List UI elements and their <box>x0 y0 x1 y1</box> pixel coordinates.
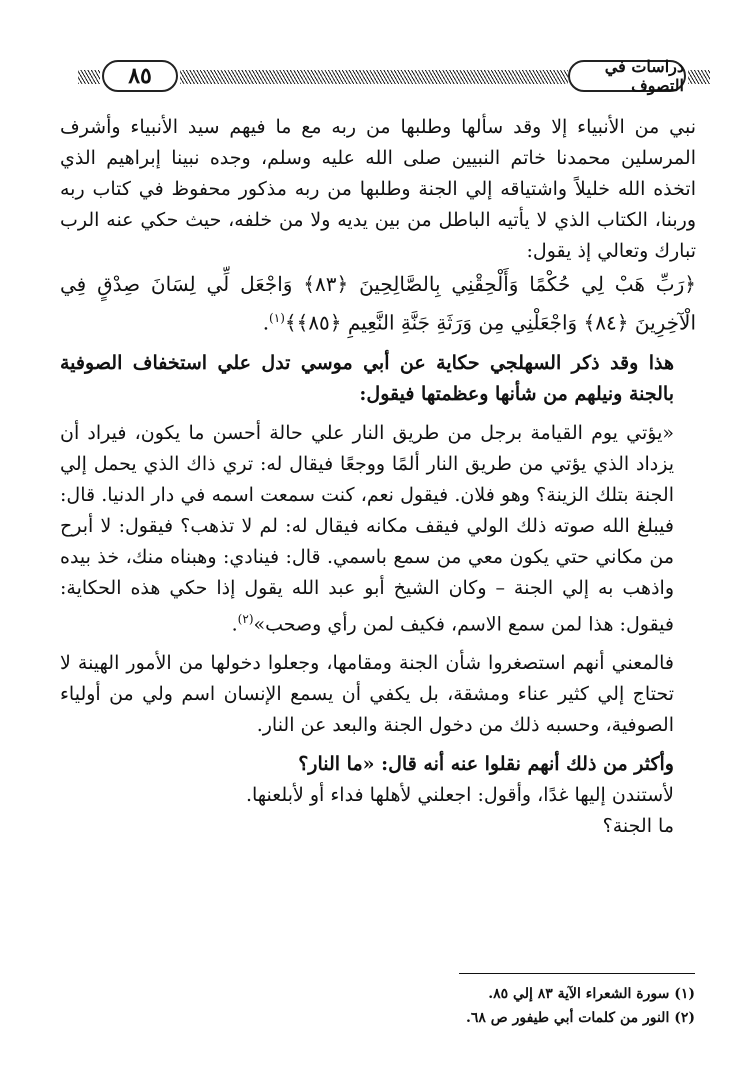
page-header <box>78 58 710 98</box>
header-ornament-right <box>688 70 710 84</box>
paragraph-4: فالمعني أنهم استصغروا شأن الجنة ومقامها، وجعلوا دخولها من الأمور الهينة لا تحتاج إلي كثير عناء ومشقة، بل يكفي أن يسمع الإنسان اسم ولي من أولياء الصوفية، وحسبه ذلك من دخول الجنة والبعد عن النار. <box>60 651 674 736</box>
footnote-2: (٢) النور من كلمات أبي طيفور ص ٦٨. <box>465 1010 695 1026</box>
footnotes <box>235 982 695 1030</box>
footnote-1: (١) سورة الشعراء الآية ٨٣ إلي ٨٥. <box>488 986 695 1002</box>
footnote-ref-1: (١) <box>269 311 285 325</box>
page-number: ٨٥ <box>102 60 178 92</box>
footnote-ref-2: (٢) <box>237 611 254 626</box>
header-ornament-left <box>78 70 100 84</box>
quotation-paragraph: «يؤتي يوم القيامة برجل من طريق النار علي حالة أحسن ما يكون، فيراد أن يزداد الذي يؤتي من طريق النار ألمًا ووجعًا فيقال له: تري ذاك الذي يحمل إلي الجنة بتلك الزينة؟ وهو فلان. فيقول نعم، كنت سمعت اسمه في دار الدنيا. قال: فيبلغ الله صوته ذلك الولي فيقف مكانه فيقال له: لم لا تذهب؟ فيقول: لا أبرح من مكاني حتي يكون معي من سمع باسمي. قال: فينادي: وهبناه منك، خذ بيده واذهب به إلي الجنة – وكان الشيخ أبو عبد الله يقول إذا حكي هذه الحكاية: فيقول: هذا لمن سمع الاسم، فكيف لمن رأي وصحب»$^{(٢)}$. <box>60 421 674 635</box>
paragraph-6: لأستندن إليها غدًا، وأقول: اجعلني لأهلها فداء أو لأبلعنها. <box>245 783 674 806</box>
quotation-text: «يؤتي يوم القيامة برجل من طريق النار علي حالة أحسن ما يكون، فيراد أن يزداد الذي يؤتي من طريق النار ألمًا ووجعًا فيقال له: تري ذاك الذي يحمل إلي الجنة بتلك الزينة؟ وهو فلان. فيقول نعم، كنت سمعت اسمه في دار الدنيا. قال: فيبلغ الله صوته ذلك الولي فيقف مكانه فيقال له: لم لا تذهب؟ فيقول: لا أبرح من مكاني حتي يكون معي من سمع باسمي. قال: فينادي: وهبناه منك، خذ بيده واذهب به إلي الجنة – وكان الشيخ أبو عبد الله يقول إذا حكي هذه الحكاية: فيقول: هذا لمن سمع الاسم، فكيف لمن رأي وصحب» <box>60 421 674 635</box>
page-body <box>60 112 696 842</box>
quran-text: ﴿رَبِّ هَبْ لِي حُكْمًا وَأَلْحِقْنِي بِالصَّالِحِينَ ﴿٨٣﴾ وَاجْعَل لِّي لِسَانَ صِدْقٍ فِي الْآخِرِينَ ﴿٨٤﴾ وَاجْعَلْنِي مِن وَرَثَةِ جَنَّةِ النَّعِيمِ ﴿٨٥﴾﴾ <box>60 272 697 335</box>
paragraph-1: نبي من الأنبياء إلا وقد سألها وطلبها من ربه مع ما فيهم سيد الأنبياء وأشرف المرسلين محمدنا خاتم النبيين صلى الله عليه وسلم، وجده نبينا إبراهيم الذي اتخذه الله خليلاً واشتياقه إلي الجنة وطلبها من ربه مذكور محفوظ في كتاب ربه وربنا، الكتاب الذي لا يأتيه الباطل من بين يديه ولا من خلفه، حيث حكي عنه الرب تبارك وتعالي إذ يقول: <box>60 116 696 262</box>
running-title: دراسات في التصوف <box>568 60 686 92</box>
quran-verse: ﴿رَبِّ هَبْ لِي حُكْمًا وَأَلْحِقْنِي بِالصَّالِحِينَ ﴿٨٣﴾ وَاجْعَل لِّي لِسَانَ صِدْقٍ فِي الْآخِرِينَ ﴿٨٤﴾ وَاجْعَلْنِي مِن وَرَثَةِ جَنَّةِ النَّعِيمِ ﴿٨٥﴾﴾$^{(١)}$. <box>60 272 697 335</box>
paragraph-5: وأكثر من ذلك أنهم نقلوا عنه أنه قال: «ما النار؟ <box>298 752 674 775</box>
footnote-divider <box>459 973 695 974</box>
header-ornament-middle <box>180 70 568 84</box>
paragraph-7: ما الجنة؟ <box>602 814 674 837</box>
paragraph-2: هذا وقد ذكر السهلجي حكاية عن أبي موسي تدل علي استخفاف الصوفية بالجنة ونيلهم من شأنها وعظمتها فيقول: <box>60 351 674 405</box>
